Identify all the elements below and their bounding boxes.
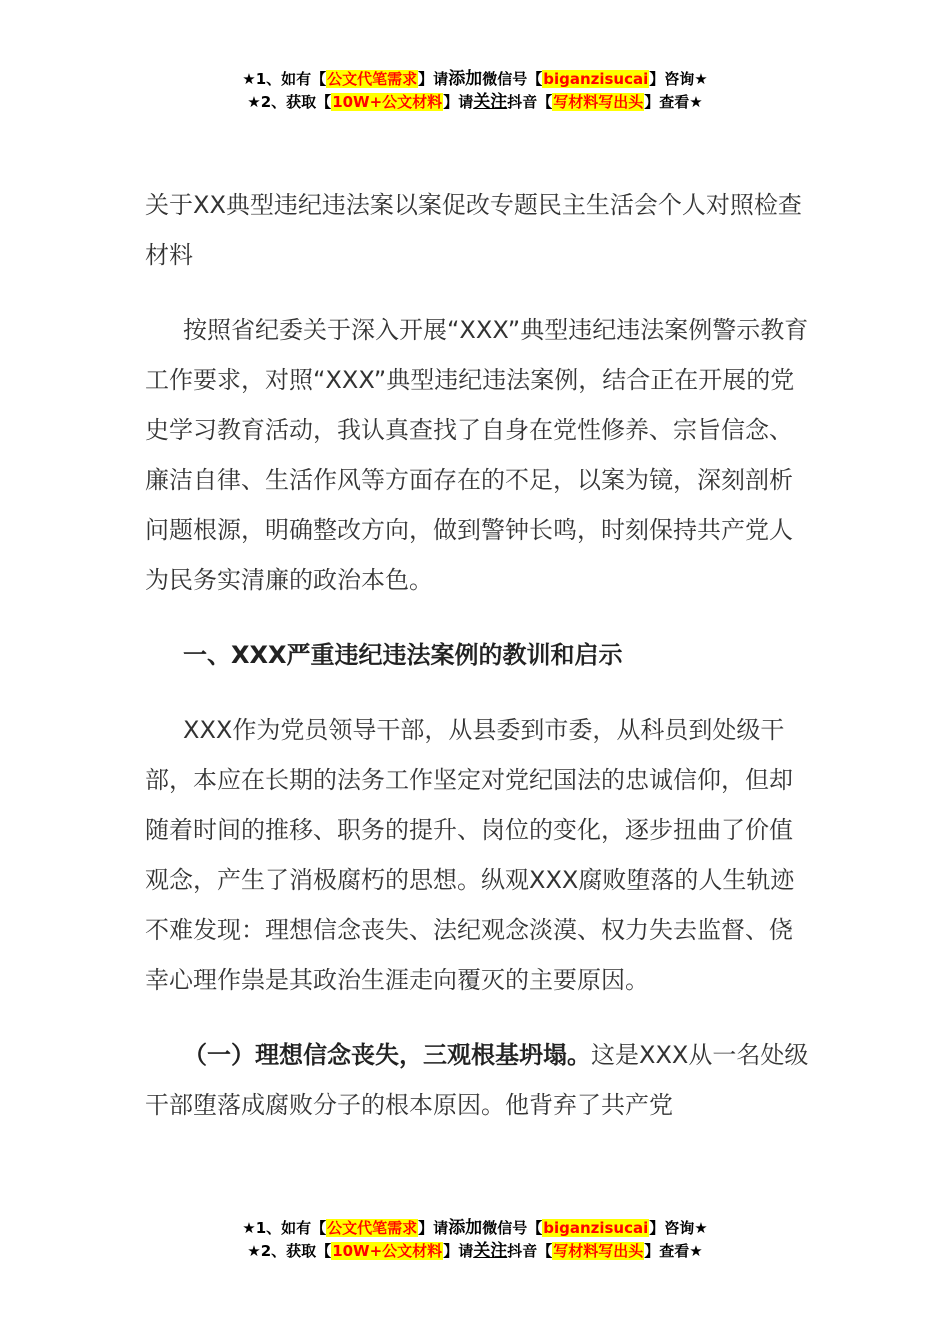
subsection-1-text: 这是XXX从一名处级干部堕落成腐败分子的根本原因。他背弃了共产党 <box>145 1041 809 1119</box>
highlight-wechat-id: biganzisucai <box>543 1219 649 1237</box>
section-1-paragraph: XXX作为党员领导干部，从县委到市委，从科员到处级干部，本应在长期的法务工作坚定对党纪国法的忠诚信仰，但却随着时间的推移、职务的提升、岗位的变化，逐步扭曲了价值观念，产生了消极腐朽的思想。纵观XXX腐败堕落的人生轨迹不难发现：理想信念丧失、法纪观念淡漠、权力失去监督、侥幸心理作祟是其政治生涯走向覆灭的主要原因。 <box>145 716 795 994</box>
banner-line-1: ★1、如有【公文代笔需求】请添加微信号【biganzisucai】咨询★ <box>242 69 708 89</box>
subsection-1-paragraph <box>145 1030 810 1130</box>
intro-paragraph: 按照省纪委关于深入开展“XXX”典型违纪违法案例警示教育工作要求，对照“XXX”典型违纪违法案例，结合正在开展的党史学习教育活动，我认真查找了自身在党性修养、宗旨信念、廉洁自律、生活作风等方面存在的不足，以案为镜，深刻剖析问题根源，明确整改方向，做到警钟长鸣，时刻保持共产党人为民务实清廉的政治本色。 <box>145 316 809 594</box>
top-banner <box>0 68 950 114</box>
section-heading-1: 一、XXX严重违纪违法案例的教训和启示 <box>183 641 623 669</box>
highlight-douyin: 写材料写出头 <box>553 93 644 111</box>
banner-line-2: ★2、获取【10W+公文材料】请关注抖音【写材料写出头】查看★ <box>247 92 703 112</box>
document-body <box>145 180 810 1155</box>
document-title: 关于XX典型违纪违法案以案促改专题民主生活会个人对照检查材料 <box>145 191 802 269</box>
highlight-materials: 10W+公文材料 <box>332 1242 443 1260</box>
banner-line-2-bottom: ★2、获取【10W+公文材料】请关注抖音【写材料写出头】查看★ <box>247 1241 703 1261</box>
highlight-douyin: 写材料写出头 <box>553 1242 644 1260</box>
subsection-heading-1: （一）理想信念丧失，三观根基坍塌。 <box>183 1041 591 1069</box>
bottom-banner <box>0 1217 950 1263</box>
highlight-wechat-id: biganzisucai <box>543 70 649 88</box>
highlight-service: 公文代笔需求 <box>327 70 418 88</box>
highlight-materials: 10W+公文材料 <box>332 93 443 111</box>
banner-line-1-bottom: ★1、如有【公文代笔需求】请添加微信号【biganzisucai】咨询★ <box>242 1218 708 1238</box>
highlight-service: 公文代笔需求 <box>327 1219 418 1237</box>
